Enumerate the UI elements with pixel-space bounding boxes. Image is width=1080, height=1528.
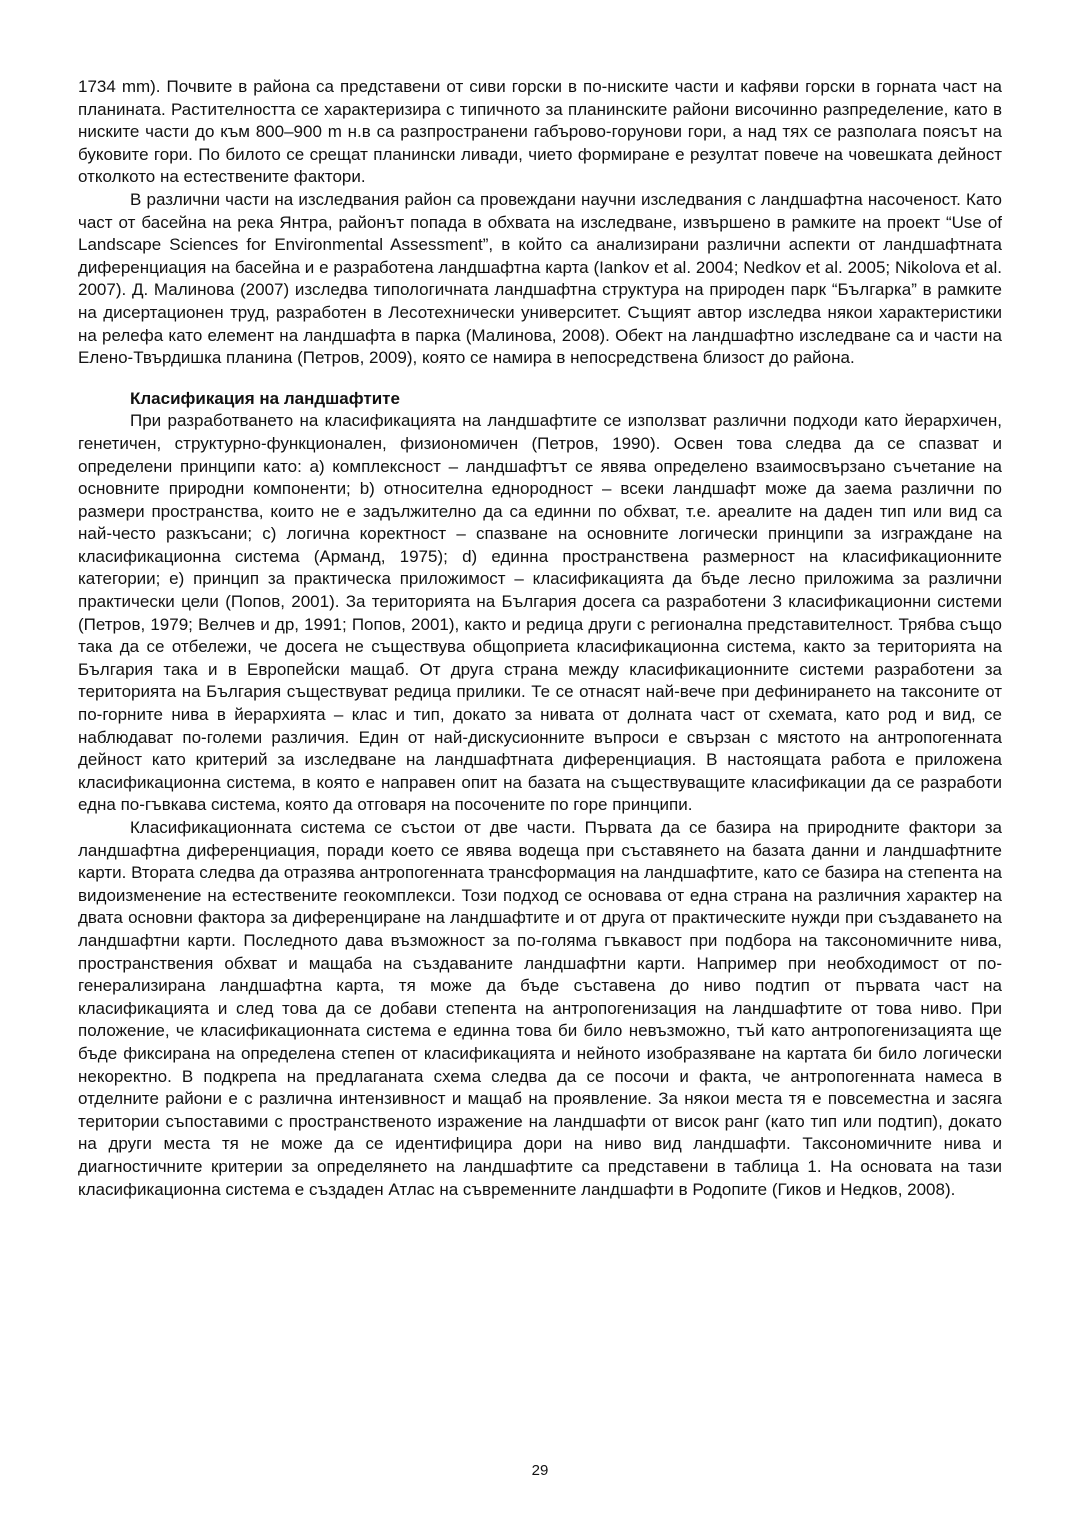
paragraph-soils-vegetation: 1734 mm). Почвите в района са представени от сиви горски в по-ниските части и кафяви горски в горната част на планината. Растителността се характеризира с типичното за планинските райони височинно разпределение, като в ниските части до към 800–900 m н.в са разпространени габърово-горунови гори, а над тях се разполага поясът на буковите гори. По билото се срещат планински ливади, чието формиране е резултат повече на човешката дейност отколкото на естествените фактори.: [78, 77, 1002, 187]
page-number: 29: [531, 1462, 549, 1479]
document-page: [78, 76, 1002, 1201]
section-heading: Класификация на ландшафтите: [130, 388, 400, 408]
paragraph-classification-system: Класификационната система се състои от две части. Първата да се базира на природните фактори за ландшафтна диференциация, поради което се явява водеща при съставянето на базата данни и ландшафтните карти. Втората следва да отразява антропогенната трансформация на ландшафтите, като се базира на степента на видоизменение на естествените геокомплекси. Този подход се основава от една страна на различния характер на двата основни фактора за диференциране на ландшафтите и от друга от практическите нужди при създаването на ландшафтни карти. Последното дава възможност за по-голяма гъвкавост при подбора на таксономичните нива, пространствения обхват и мащаба на създаваните ландшафтни карти. Например при необходимост от по-генерализирана ландшафтна карта, тя може да бъде съставена до ниво подтип от първата част на класификацията и след това да се добави степента на антропогенизация на ландшафтите от това ниво. При положение, че класификационната система е единна това би било невъзможно, тъй като антропогенизацията ще бъде фиксирана на определена степен от класификацията и нейното изобразяване на картата би било логически некоректно. В подкрепа на предлаганата схема следва да се посочи и факта, че антропогенната намеса в отделните райони е с различна интензивност и мащаб на проявление. За някои места тя е повсеместна и засяга територии съпоставими с пространственото изражение на ландшафти от висок ранг (като тип или подтип), докато на други места тя не може да се идентифицира дори на ниво вид ландшафти. Таксономичните нива и диагностичните критерии за определянето на ландшафтите са представени в таблица 1. На основата на тази класификационна система е създаден Атлас на съвременните ландшафти в Родопите (Гиков и Недков, 2008).: [78, 818, 1002, 1199]
paragraph-classification-approaches: При разработването на класификацията на ландшафтите се използват различни подходи като йерархичен, генетичен, структурно-функционален, физиономичен (Петров, 1990). Освен това следва да се спазват и определени принципи като: а) комплексност – ландшафтът се явява определено взаимосвързано съчетание на основните природни компоненти; b) относителна еднородност – всеки ландшафт може да заема различни по размери пространства, които не е задължително да са единни по обхват, т.е. ареалите на даден тип или вид са най-често разкъсани; c) логична коректност – спазване на основните логически принципи за изграждане на класификационна система (Арманд, 1975); d) единна пространствена размерност на класификационните категории; e) принцип за практическа приложимост – класификацията да бъде лесно приложима за различни практически цели (Попов, 2001). За територията на България досега са разработени 3 класификационни системи (Петров, 1979; Велчев и др, 1991; Попов, 2001), както и редица други с регионална представителност. Трябва също така да се отбележи, че досега не съществува общоприета класификационна система, както за територията на България така и в Европейски мащаб. От друга страна между класификационните системи разработени за територията на България съществуват редица прилики. Те се отнасят най-вече при дефинирането на таксоните от по-горните нива в йерархията – клас и тип, докато за нивата от долната част от схемата, като род и вид, се наблюдават по-големи различия. Един от най-дискусионните въпроси е свързан с мястото на антропогенната дейност като критерий за изследване на ландшафтната диференциация. В настоящата работа е приложена класификационна система, в която е направен опит на базата на съществуващите класификации да се разработи една по-гъвкава система, която да отговаря на посочените по горе принципи.: [78, 411, 1002, 815]
paragraph-previous-research: В различни части на изследвания район са провеждани научни изследвания с ландшафтна насоченост. Като част от басейна на река Янтра, районът попада в обхвата на изследване, извършено в рамките на проект “Use of Landscape Sciences for Environmental Assessment”, в който са анализирани различни аспекти от ландшафтната диференциация на басейна и е разработена ландшафтна карта (Iankov et al. 2004; Nedkov et al. 2005; Nikolova et al. 2007). Д. Малинова (2007) изследва типологичната ландшафтна структура на природен парк “Българка” в рамките на дисертационен труд, разработен в Лесотехнически университет. Същият автор изследва някои характеристики на релефа като елемент на ландшафта в парка (Малинова, 2008). Обект на ландшафтно изследване са и части на Елено-Твърдишка планина (Петров, 2009), която се намира в непосредствена близост до района.: [78, 189, 1002, 368]
